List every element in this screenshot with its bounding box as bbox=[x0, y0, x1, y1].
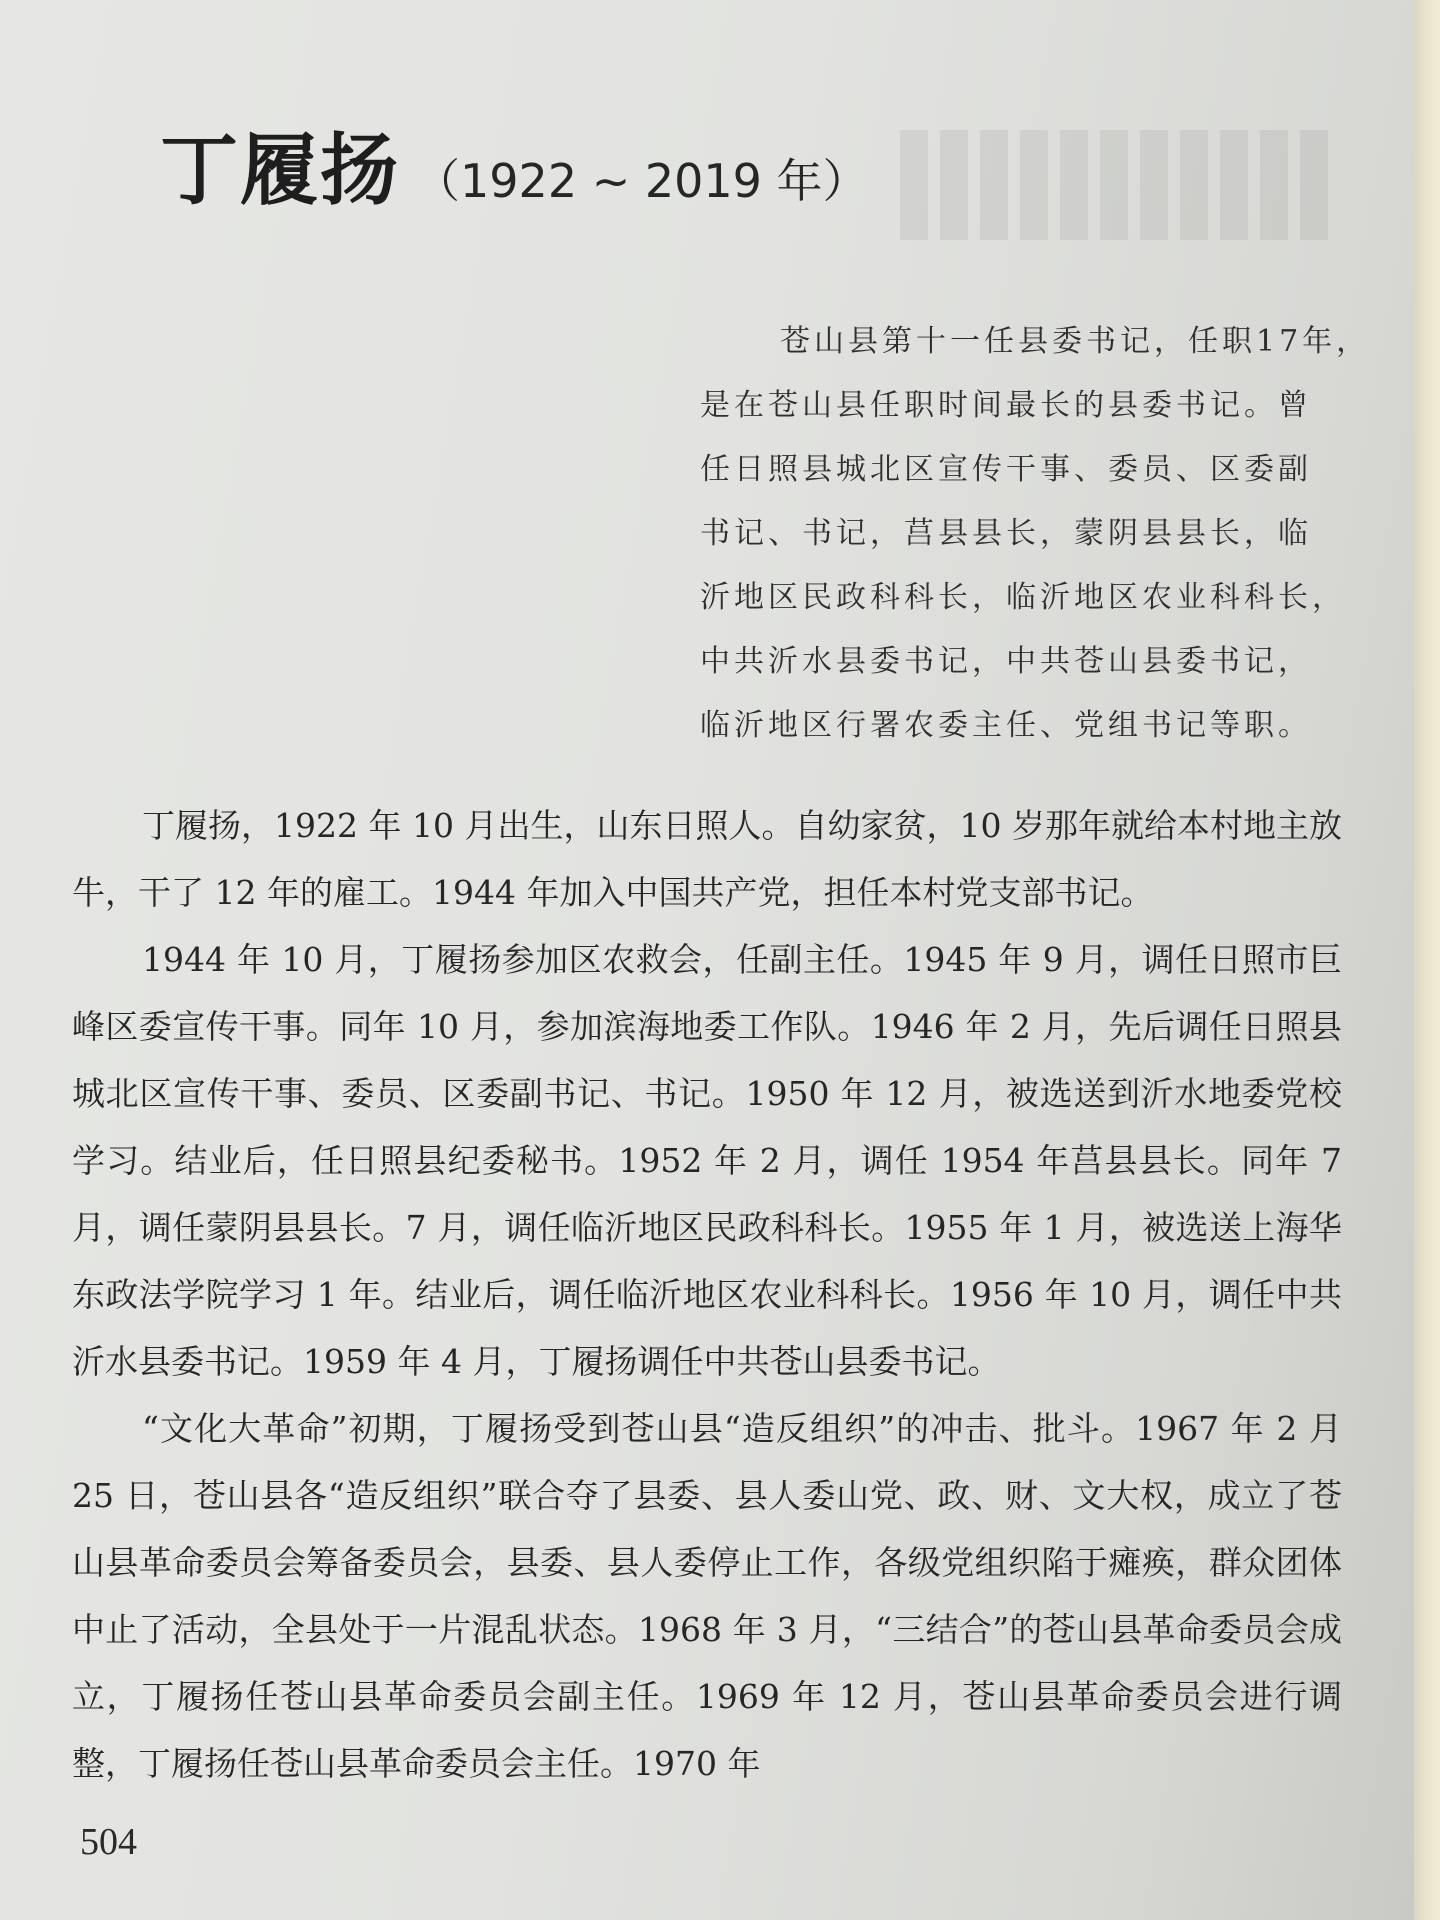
intro-line: 沂地区民政科科长，临沂地区农业科科长， bbox=[700, 580, 1346, 615]
title-name: 丁履扬 bbox=[160, 126, 401, 216]
intro-line: 任日照县城北区宣传干事、委员、区委副 bbox=[700, 452, 1312, 487]
paragraph: 丁履扬，1922 年 10 月出生，山东日照人。自幼家贫，10 岁那年就给本村地主放牛，干了 12 年的雇工。1944 年加入中国共产党，担任本村党支部书记。 bbox=[72, 806, 1342, 912]
page-title bbox=[160, 108, 869, 220]
title-years: （1922 ~ 2019 年） bbox=[414, 154, 869, 208]
intro-line: 临沂地区行署农委主任、党组书记等职。 bbox=[700, 708, 1312, 743]
intro-summary bbox=[700, 310, 1371, 758]
bleed-through-shadow bbox=[900, 130, 1340, 240]
page-edge bbox=[1414, 0, 1440, 1920]
paragraph: 1944 年 10 月，丁履扬参加区农救会，任副主任。1945 年 9 月，调任日照市巨峰区委宣传干事。同年 10 月，参加滨海地委工作队。1946 年 2 月，先后调任日照县城北区宣传干事、委员、区委副书记、书记。1950 年 12 月，被选送到沂水地委党校学习。结业后，任日照县纪委秘书。1952 年 2 月，调任 1954 年莒县县长。同年 7 月，调任蒙阴县县长。7 月，调任临沂地区民政科科长。1955 年 1 月，被选送上海华东政法学院学习 1 年。结业后，调任临沂地区农业科科长。1956 年 10 月，调任中共沂水县委书记。1959 年 4 月，丁履扬调任中共苍山县委书记。 bbox=[72, 940, 1342, 1381]
intro-line: 中共沂水县委书记，中共苍山县委书记， bbox=[700, 644, 1312, 679]
intro-line: 苍山县第十一任县委书记，任职17年， bbox=[780, 324, 1371, 359]
paragraph: “文化大革命”初期，丁履扬受到苍山县“造反组织”的冲击、批斗。1967 年 2 月 25 日，苍山县各“造反组织”联合夺了县委、县人委山党、政、财、文大权，成立了苍山县革命委员会筹备委员会，县委、县人委停止工作，各级党组织陷于瘫痪，群众团体中止了活动，全县处于一片混乱状态。1968 年 3 月，“三结合”的苍山县革命委员会成立，丁履扬任苍山县革命委员会副主任。1969 年 12 月，苍山县革命委员会进行调整，丁履扬任苍山县革命委员会主任。1970 年 bbox=[72, 1409, 1342, 1783]
intro-line: 书记、书记，莒县县长，蒙阴县县长，临 bbox=[700, 516, 1312, 551]
page-number: 504 bbox=[80, 1821, 137, 1863]
body-text bbox=[72, 792, 1342, 1797]
intro-line: 是在苍山县任职时间最长的县委书记。曾 bbox=[700, 388, 1312, 423]
